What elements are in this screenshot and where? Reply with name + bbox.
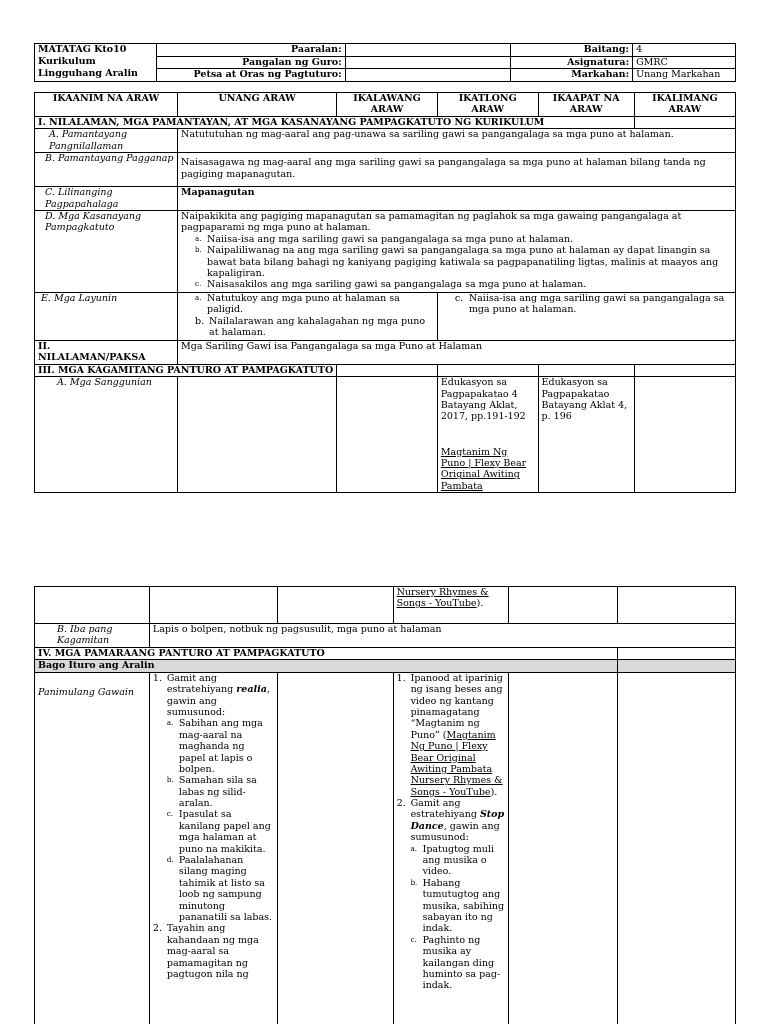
list-text: Ipasulat sa kanilang papel ang mga halaman at puno na makikita. xyxy=(178,809,271,855)
sanggunian-label: A. Mga Sanggunian xyxy=(35,377,178,493)
sanggunian-day4 xyxy=(538,377,634,493)
paaralan-value[interactable] xyxy=(345,44,511,57)
header-title-line: MATATAG Kto10 xyxy=(38,44,127,55)
list-text: Naiisa-isa ang mga sariling gawi sa pangangalaga sa mga puno at halaman. xyxy=(468,292,725,316)
list-item xyxy=(181,293,434,316)
list-text: Nailalarawan ang kahalagahan ng mga puno at halaman. xyxy=(209,315,426,339)
header-title xyxy=(35,44,157,82)
day-header-1: UNANG ARAW xyxy=(178,93,337,117)
list-text: Tayahin ang kahandaan ng mga mag-aaral sa pamamagitan ng pagtugon nila ng xyxy=(166,923,259,980)
list-text: Naipaliliwanag na ang mga sariling gawi sa pangangalaga sa mga puno at halaman ay dapat linangin sa bawat bata bilang bahagi ng kaniyang pagiging katiwala sa pagpapanatiling ligtas, malinis at maayos ang kapaligiran. xyxy=(207,245,719,279)
empty-cell xyxy=(509,672,618,1024)
iba-pang-kagamitan-label: B. Iba pang Kagamitan xyxy=(35,624,150,648)
list-item xyxy=(153,673,274,719)
day3-link-suffix: ). xyxy=(476,598,484,610)
sanggunian-day3 xyxy=(437,377,538,493)
header-table xyxy=(34,43,736,82)
empty-cell xyxy=(437,364,538,376)
empty-cell xyxy=(277,587,393,624)
list-text: Paalalahanan silang maging tahimik at listo sa loob ng sampung minutong pananatili sa labas. xyxy=(178,855,273,923)
empty-cell xyxy=(178,377,337,493)
petsa-value[interactable] xyxy=(345,69,511,82)
list-marker: b. xyxy=(410,878,418,887)
iba-pang-kagamitan-text: Lapis o bolpen, notbuk ng pagsusulit, mga puno at halaman xyxy=(149,624,735,648)
mga-layunin-left xyxy=(178,292,438,340)
nilalaman-label xyxy=(35,340,178,364)
day-header-2: IKALAWANG ARAW xyxy=(337,93,438,117)
list-marker: c. xyxy=(410,935,417,944)
list-text: Samahan sila sa labas ng silid-aralan. xyxy=(178,775,257,810)
list-text: Naisasakilos ang mga sariling gawi sa pangangalaga sa mga puno at halaman. xyxy=(207,279,587,291)
list-text: Naiisa-isa ang mga sariling gawi sa pangangalaga sa mga puno at halaman. xyxy=(207,233,574,245)
list-item xyxy=(441,293,732,316)
list-marker: c. xyxy=(454,292,464,304)
video-link[interactable]: Magtanim Ng Puno | Flexy Bear Original Awiting Pambata Nursery Rhymes & Songs - YouTube xyxy=(410,729,503,798)
list-marker: 1. xyxy=(152,672,162,684)
lilinanging-pagpapahalaga-label: C. Lilinanging Pagpapahalaga xyxy=(35,187,178,211)
mga-layunin-label: E. Mga Layunin xyxy=(35,292,178,340)
kasanayang-pampagkatuto-label: D. Mga Kasanayang Pampagkatuto xyxy=(35,210,178,292)
empty-cell xyxy=(634,364,735,376)
list-item xyxy=(397,935,506,992)
pamantayang-pangnilalaman-label: A. Pamantayang Pangnilallaman xyxy=(35,129,178,153)
empty-cell xyxy=(618,660,736,672)
empty-cell xyxy=(618,587,736,624)
list-item xyxy=(397,878,506,935)
list-marker: c. xyxy=(166,810,174,819)
list-text: Sabihan ang mga mag-aaral na maghanda ng papel at lapis o bolpen. xyxy=(178,718,263,775)
guro-label: Pangalan ng Guro: xyxy=(156,56,345,69)
day-header-4 xyxy=(538,93,634,117)
empty-cell xyxy=(634,377,735,493)
section-4-title: IV. MGA PAMARAANG PANTURO AT PAMPAGKATUTO xyxy=(35,648,618,660)
day3-video-link-cont[interactable]: Nursery Rhymes & Songs - YouTube xyxy=(396,587,489,610)
list-item xyxy=(153,775,274,809)
day-header-3: IKATLONG ARAW xyxy=(437,93,538,117)
petsa-label: Petsa at Oras ng Pagtuturo: xyxy=(156,69,345,82)
list-item xyxy=(181,245,732,279)
panimulang-gawain-label: Panimulang Gawain xyxy=(35,672,150,1024)
list-text: Habang tumutugtog ang musika, sabihing sabayan ito ng indak. xyxy=(422,877,505,935)
list-item xyxy=(397,844,506,878)
empty-cell xyxy=(149,587,277,624)
list-marker: b. xyxy=(195,315,205,327)
empty-cell xyxy=(618,648,736,660)
lilinanging-pagpapahalaga-text: Mapanagutan xyxy=(178,187,736,211)
list-item xyxy=(181,279,732,290)
list-item xyxy=(181,234,732,245)
day-header-4-line: IKAAPAT NA xyxy=(552,93,620,104)
main-table-continued xyxy=(34,586,736,1024)
day-header-6: IKAANIM NA ARAW xyxy=(35,93,178,117)
baitang-label: Baitang: xyxy=(511,44,633,57)
section-3-title: III. MGA KAGAMITANG PANTURO AT PAMPAGKATUTO xyxy=(35,364,337,376)
empty-cell xyxy=(634,117,735,129)
list-text: Gamit ang estratehiyang Stop Dance, gawin ang sumusunod: xyxy=(410,798,505,844)
main-table xyxy=(34,92,736,493)
list-marker: a. xyxy=(195,293,202,302)
nilalaman-text: Mga Sariling Gawi isa Pangangalaga sa mga Puno at Halaman xyxy=(178,340,736,364)
empty-cell xyxy=(337,364,438,376)
pamantayang-pagganap-text: Naisasagawa ng mag-aaral ang mga sariling gawi sa pangangalaga sa mga puno at halaman bilang tanda ng pagiging mapanagutan. xyxy=(178,153,736,187)
empty-cell xyxy=(277,672,393,1024)
list-text: Ipatugtog muli ang musika o video. xyxy=(422,843,494,878)
list-item xyxy=(181,316,434,339)
header-title-line: Kurikulum xyxy=(38,56,96,68)
list-item xyxy=(397,673,506,798)
list-item xyxy=(397,798,506,844)
day3-video-link[interactable]: Magtanim Ng Puno | Flexy Bear Original Awiting Pambata xyxy=(440,446,527,492)
list-item xyxy=(153,855,274,923)
paaralan-label: Paaralan: xyxy=(156,44,345,57)
list-text: Paghinto ng musika ay kailangan ding huminto sa pag-indak. xyxy=(422,934,501,992)
kasanayang-intro: Naipakikita ang pagiging mapanagutan sa pamamagitan ng paglahok sa mga gawaing pangangalaga at pagpaparami ng mga puno at halaman. xyxy=(181,210,682,234)
empty-cell xyxy=(509,587,618,624)
list-marker: 2. xyxy=(396,798,406,810)
list-marker: 2. xyxy=(152,923,162,935)
list-marker: a. xyxy=(166,719,174,728)
asignatura-value[interactable]: GMRC xyxy=(633,56,736,69)
list-item xyxy=(153,923,274,980)
kasanayang-pampagkatuto-cell xyxy=(178,210,736,292)
pamantayang-pagganap-label: B. Pamantayang Pagganap xyxy=(35,153,178,187)
guro-value[interactable] xyxy=(345,56,511,69)
nilalaman-label-line: II. xyxy=(38,340,51,352)
asignatura-label: Asignatura: xyxy=(511,56,633,69)
day4-reference: Edukasyon sa Pagpapakatao Batayang Aklat 4, p. 196 xyxy=(541,377,628,423)
day-header-5: IKALIMANG ARAW xyxy=(634,93,735,117)
section-1-title: I. NILALAMAN, MGA PAMANTAYAN, AT MGA KASANAYANG PAMPAGKATUTO NG KURIKULUM xyxy=(35,117,635,129)
list-marker: b. xyxy=(195,246,202,255)
nilalaman-label-line: NILALAMAN/PAKSA xyxy=(38,352,146,364)
day-header-4-line: ARAW xyxy=(569,104,603,116)
panimulang-gawain-day1 xyxy=(149,672,277,1024)
list-text: Natutukoy ang mga puno at halaman sa paligid. xyxy=(207,292,400,316)
empty-cell xyxy=(618,672,736,1024)
markahan-label: Markahan: xyxy=(511,69,633,82)
list-text: Ipanood at iparinig ng isang beses ang video ng kantang pinamagatang “Magtanim ng Puno” (Magtanim Ng Puno | Flexy Bear Original Awiting Pambata Nursery Rhymes & Songs - YouTube). xyxy=(410,672,503,798)
list-marker: d. xyxy=(166,856,174,865)
empty-cell xyxy=(538,364,634,376)
header-title-line: Lingguhang Aralin xyxy=(38,68,138,80)
markahan-value[interactable]: Unang Markahan xyxy=(633,69,736,82)
empty-cell xyxy=(337,377,438,493)
pamantayang-pangnilalaman-text: Natututuhan ng mag-aaral ang pag-unawa sa sariling gawi sa pangangalaga sa mga puno at halaman. xyxy=(178,129,736,153)
list-marker: c. xyxy=(195,280,202,289)
panimulang-gawain-day3 xyxy=(393,672,509,1024)
baitang-value[interactable]: 4 xyxy=(633,44,736,57)
list-marker: a. xyxy=(410,844,417,853)
bago-ituro-title: Bago Ituro ang Aralin xyxy=(35,660,618,672)
day3-link-continued xyxy=(393,587,509,624)
day3-reference: Edukasyon sa Pagpapakatao 4 Batayang Aklat, 2017, pp.191-192 xyxy=(440,377,526,423)
list-item xyxy=(153,718,274,775)
list-marker: b. xyxy=(166,776,174,785)
list-item xyxy=(153,809,274,855)
list-marker: a. xyxy=(195,234,202,243)
empty-cell xyxy=(35,587,150,624)
mga-layunin-right xyxy=(437,292,735,340)
list-text: Gamit ang estratehiyang realia, gawin ang sumusunod: xyxy=(166,672,270,718)
list-marker: 1. xyxy=(396,672,406,684)
